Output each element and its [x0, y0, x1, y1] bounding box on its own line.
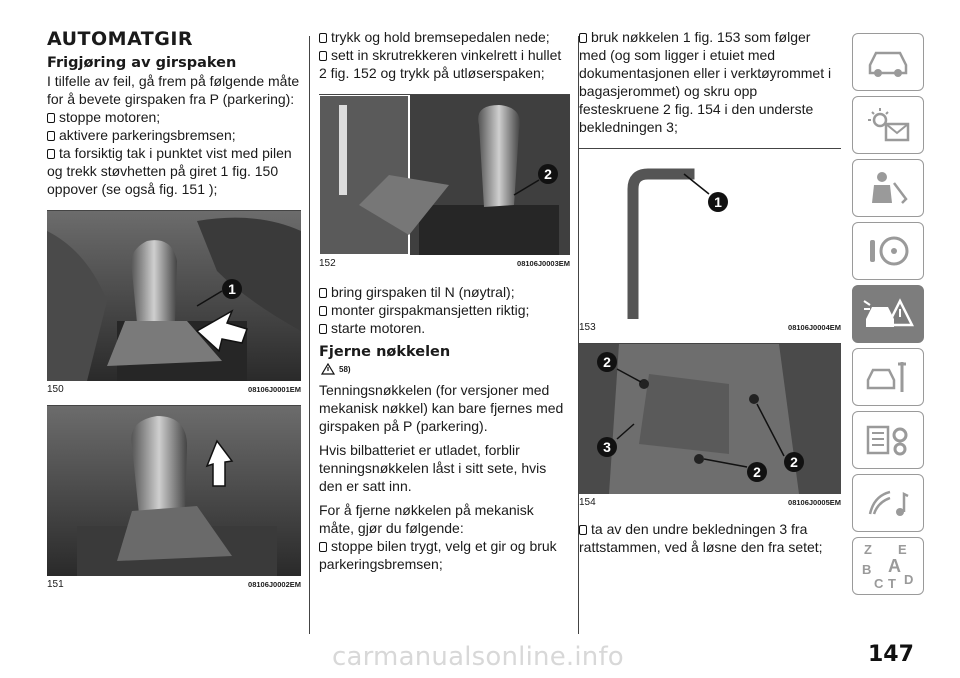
tab-warning-lights[interactable] — [852, 96, 924, 154]
svg-text:D: D — [904, 572, 914, 587]
callout-label: 3 — [603, 439, 611, 455]
checkbox-bullet-icon — [319, 324, 327, 334]
step-item: aktivere parkeringsbremsen; — [47, 126, 301, 144]
page-title: AUTOMATGIR — [47, 28, 194, 50]
tab-multimedia[interactable] — [852, 474, 924, 532]
callout-label: 2 — [544, 166, 552, 182]
section-heading-key: Fjerne nøkkelen — [319, 344, 451, 360]
paragraph: Tenningsnøkkelen (for versjoner med mekanisk nøkkel) kan bare fjernes med girspaken på P (parkering). — [319, 382, 564, 434]
callout-label: 1 — [228, 281, 236, 297]
key-tool-illustration — [579, 149, 841, 319]
svg-text:T: T — [888, 576, 896, 591]
checkbox-bullet-icon — [319, 51, 327, 61]
figure-number: 154 — [579, 497, 596, 508]
watermark: carmanualsonline.info — [332, 642, 624, 672]
chapter-sidebar — [852, 33, 924, 600]
page-number: 147 — [868, 642, 914, 667]
figure-number: 152 — [319, 258, 336, 269]
paragraph: Hvis bilbatteriet er utladet, forblir tenningsnøkkelen låst i sitt sete, hvis den er satt inn. — [319, 442, 547, 494]
checkbox-bullet-icon — [579, 33, 587, 43]
specs-icon — [864, 421, 912, 459]
column-1 — [47, 28, 301, 590]
steering-column-trim-illustration — [579, 344, 841, 494]
step-item: monter girspakmansjetten riktig; — [319, 301, 570, 319]
figure-152 — [319, 94, 570, 269]
gear-lever-boot-lifted-illustration — [47, 406, 301, 576]
step-item: stoppe bilen trygt, velg et gir og bruk parkeringsbremsen; — [319, 538, 557, 572]
figure-code: 08106J0005EM — [788, 498, 841, 507]
figure-code: 08106J0002EM — [248, 580, 301, 589]
checkbox-bullet-icon — [579, 525, 587, 535]
checkbox-bullet-icon — [319, 542, 327, 552]
step-item: starte motoren. — [319, 319, 570, 337]
figure-caption — [579, 319, 841, 333]
checkbox-bullet-icon — [47, 113, 55, 123]
warning-lights-icon — [864, 106, 912, 144]
svg-text:C: C — [874, 576, 884, 591]
tab-emergency[interactable] — [852, 285, 924, 343]
svg-text:A: A — [888, 556, 901, 576]
warning-icon — [321, 363, 335, 375]
svg-text:E: E — [898, 542, 907, 557]
figure-154 — [579, 343, 841, 508]
callout-label: 1 — [714, 194, 722, 210]
step-item: ta forsiktig tak i punktet vist med pilen og trekk støvhetten på giret 1 fig. 150 oppover (se også fig. 151 ); — [47, 145, 292, 197]
multimedia-icon — [864, 484, 912, 522]
tab-safety[interactable] — [852, 159, 924, 217]
svg-text:Z: Z — [864, 542, 872, 557]
column-divider — [309, 36, 310, 634]
figure-code: 08106J0001EM — [248, 385, 301, 394]
steering-wheel-icon — [864, 232, 912, 270]
tab-driving[interactable] — [852, 222, 924, 280]
figure-number: 153 — [579, 322, 596, 333]
figure-caption — [319, 255, 570, 269]
tab-specifications[interactable] — [852, 411, 924, 469]
section-heading-release: Frigjøring av girspaken — [47, 55, 237, 71]
maintenance-icon — [864, 358, 912, 396]
column-3 — [579, 28, 841, 556]
checkbox-bullet-icon — [47, 131, 55, 141]
step-item: trykk og hold bremsepedalen nede; — [319, 28, 570, 46]
tab-index[interactable] — [852, 537, 924, 595]
figure-number: 150 — [47, 384, 64, 395]
checkbox-bullet-icon — [47, 149, 55, 159]
checkbox-bullet-icon — [319, 288, 327, 298]
svg-text:B: B — [862, 562, 872, 577]
figure-151 — [47, 405, 301, 590]
callout-label: 2 — [790, 454, 798, 470]
step-item: bring girspaken til N (nøytral); — [319, 283, 570, 301]
paragraph: For å fjerne nøkkelen på mekanisk måte, gjør du følgende: — [319, 502, 534, 536]
figure-caption — [579, 494, 841, 508]
figure-code: 08106J0004EM — [788, 323, 841, 332]
figure-code: 08106J0003EM — [517, 259, 570, 268]
figure-number: 151 — [47, 579, 64, 590]
figure-150 — [47, 210, 301, 395]
figure-153 — [579, 148, 841, 333]
column-2 — [319, 28, 570, 573]
step-item: sett in skrutrekkeren vinkelrett i hullet 2 fig. 152 og trykk på utløserspaken; — [319, 47, 562, 81]
checkbox-bullet-icon — [319, 33, 327, 43]
tab-maintenance[interactable] — [852, 348, 924, 406]
gear-lever-boot-illustration — [47, 211, 301, 381]
checkbox-bullet-icon — [319, 306, 327, 316]
step-item: stoppe motoren; — [47, 108, 301, 126]
airbag-icon — [864, 169, 912, 207]
step-item: bruk nøkkelen 1 fig. 153 som følger med (og som ligger i etuiet med dokumentasjonen eller i verktøyrommet i bagasjerommet) og skru opp festeskruene 2 fig. 154 i den underste bekledningen 3; — [579, 29, 832, 135]
index-icon — [858, 540, 918, 592]
warning-reference: 58) — [321, 363, 351, 375]
intro-paragraph: I tilfelle av feil, gå frem på følgende måte for å bevete girspaken fra P (parkering): — [47, 73, 300, 107]
tab-car[interactable] — [852, 33, 924, 91]
callout-label: 2 — [603, 354, 611, 370]
car-icon — [864, 45, 912, 79]
callout-label: 2 — [753, 464, 761, 480]
breakdown-icon — [862, 295, 914, 333]
screwdriver-release-illustration — [319, 95, 570, 255]
step-item: ta av den undre bekledningen 3 fra rattstammen, ved å løsne den fra setet; — [579, 521, 823, 555]
figure-caption — [47, 381, 301, 395]
figure-caption — [47, 576, 301, 590]
